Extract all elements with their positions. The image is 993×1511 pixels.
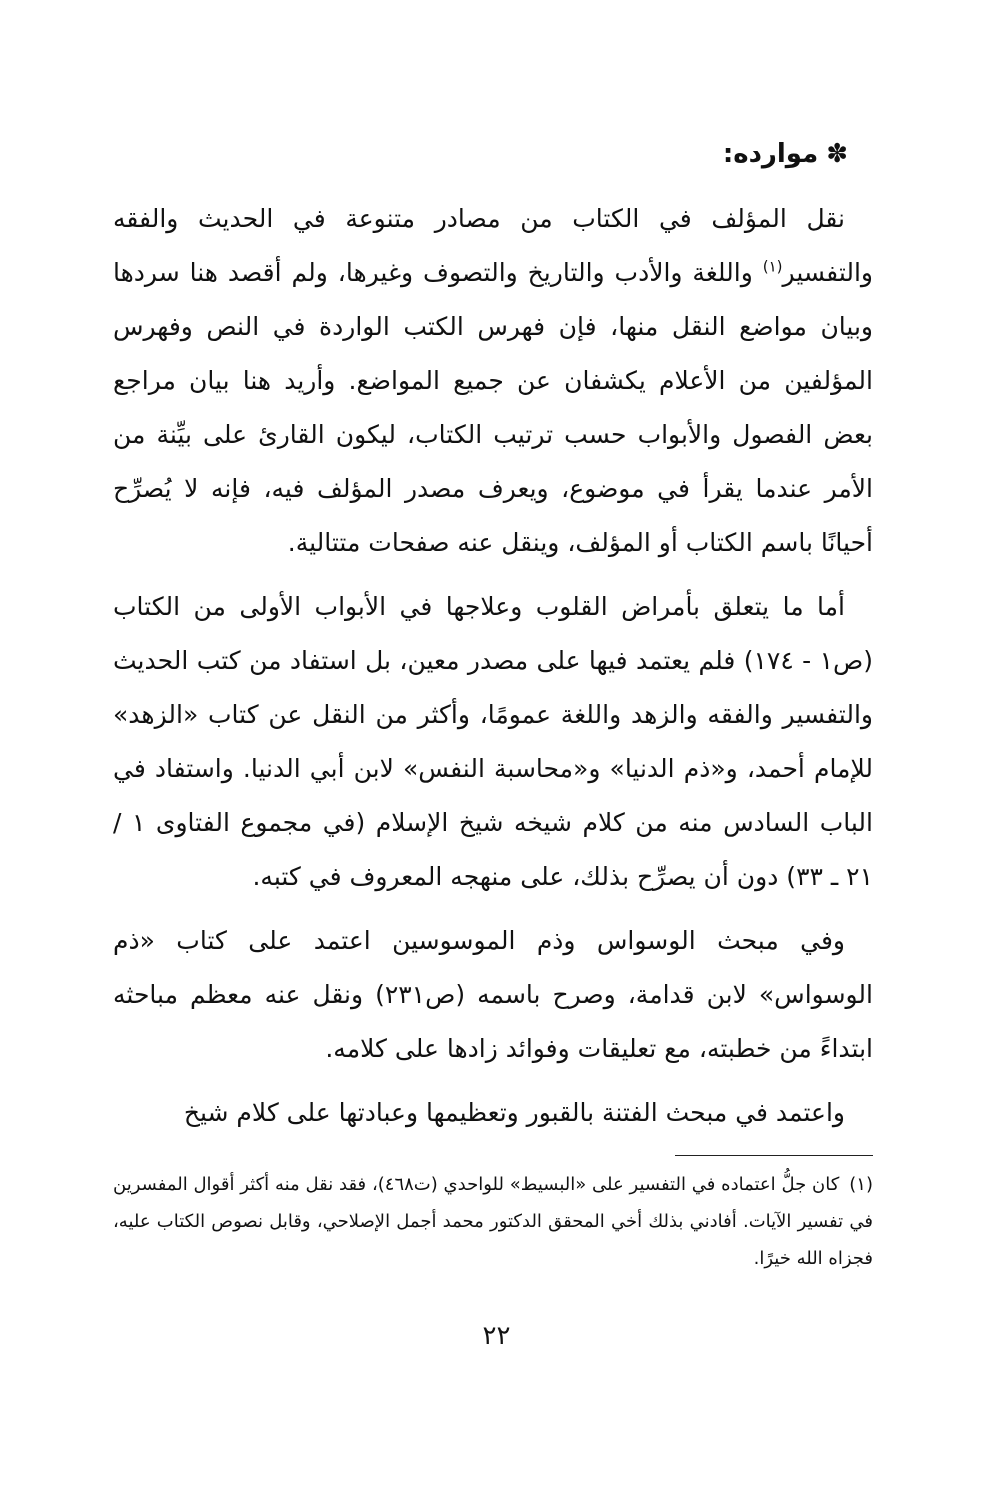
paragraph-graves: واعتمد في مبحث الفتنة بالقبور وتعظيمها وعبادتها على كلام شيخ <box>183 1098 845 1127</box>
paragraph-text: نقل المؤلف في الكتاب من مصادر متنوعة في الحديث والفقه والتفسير <box>113 204 873 287</box>
section-heading <box>148 132 848 176</box>
footnote-divider <box>675 1155 873 1156</box>
footnote-item <box>113 1166 873 1277</box>
page-number: ٢٢ <box>482 1321 511 1351</box>
footnote-marker: (١) <box>849 1174 873 1195</box>
section-heading-text: موارده: <box>722 139 819 169</box>
footnotes <box>113 1166 873 1277</box>
paragraph-waswas: وفي مبحث الوسواس وذم الموسوسين اعتمد على كتاب «ذم الوسواس» لابن قدامة، وصرح باسمه (ص٢٣١) ونقل عنه معظم مباحثه ابتداءً من خطبته، مع تعليقات وفوائد زادها على كلامه. <box>113 926 873 1063</box>
asterisk-icon: ✽ <box>826 139 848 169</box>
paragraph-sources-intro <box>113 192 873 570</box>
main-text <box>113 192 873 1150</box>
paragraph-heart-diseases: أما ما يتعلق بأمراض القلوب وعلاجها في الأبواب الأولى من الكتاب (ص١ - ١٧٤) فلم يعتمد فيها على مصدر معين، بل استفاد من كتب الحديث والتفسير والفقه والزهد واللغة عمومًا، وأكثر من النقل عن كتاب «الزهد» للإمام أحمد، و«ذم الدنيا» و«محاسبة النفس» لابن أبي الدنيا. واستفاد في الباب السادس منه من كلام شيخه شيخ الإسلام (في مجموع الفتاوى ١ / ٢١ ـ ٣٣) دون أن يصرِّح بذلك، على منهجه المعروف في كتبه. <box>113 592 873 891</box>
footnote-reference: (١) <box>762 257 783 276</box>
footnote-text: كان جلُّ اعتماده في التفسير على «البسيط» للواحدي (ت٤٦٨)، فقد نقل منه أكثر أقوال المفسرين في تفسير الآيات. أفادني بذلك أخي المحقق الدكتور محمد أجمل الإصلاحي، وقابل نصوص الكتاب عليه، فجزاه الله خيرًا. <box>113 1174 873 1269</box>
paragraph-text: واللغة والأدب والتاريخ والتصوف وغيرها، ولم أقصد هنا سردها وبيان مواضع النقل منها، فإن فهرس الكتب الواردة في النص وفهرس المؤلفين من الأعلام يكشفان عن جميع المواضع. وأريد هنا بيان مراجع بعض الفصول والأبواب حسب ترتيب الكتاب، ليكون القارئ على بيِّنة من الأمر عندما يقرأ في موضوع، ويعرف مصدر المؤلف فيه، فإنه لا يُصرِّح أحيانًا باسم الكتاب أو المؤلف، وينقل عنه صفحات متتالية. <box>113 258 873 557</box>
